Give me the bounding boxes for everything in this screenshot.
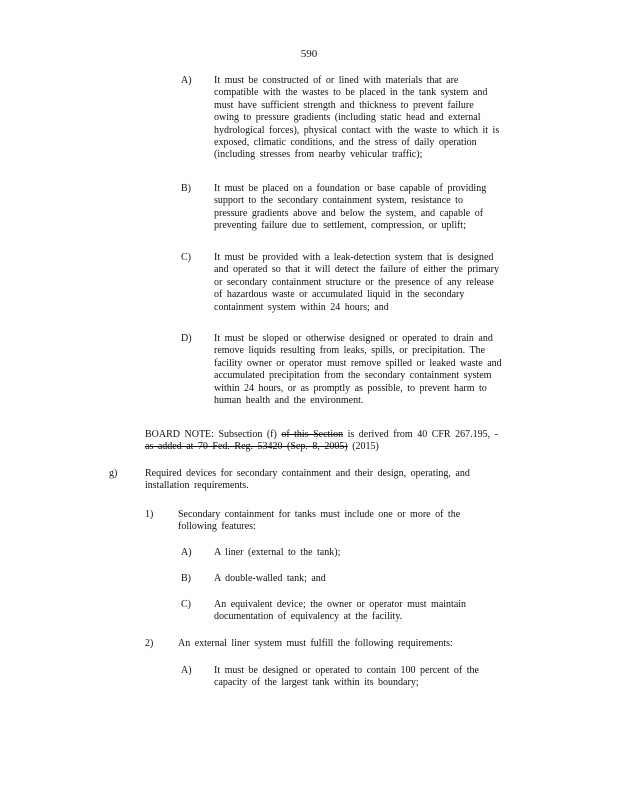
board-note-prefix: BOARD NOTE: Subsection (f) [145, 429, 277, 440]
text-line: of hazardous waste or accumulated liquid in the secondary [214, 289, 465, 301]
text-line: Required devices for secondary containment and their design, operating, and [145, 468, 470, 479]
text-line: owing to pressure gradients (including static head and external [214, 112, 481, 124]
struck-text: of this Section [281, 429, 344, 440]
paragraph-f-d [214, 333, 502, 407]
text-line: Secondary containment for tanks must include one or more of the [178, 509, 461, 520]
board-note-middle: is derived from 40 CFR 267.195, - [343, 429, 498, 440]
text-line: installation requirements. [145, 480, 249, 492]
text-line: support to the secondary containment system, resistance to [214, 195, 463, 207]
board-note-line-1 [145, 429, 498, 441]
paragraph-f-a [214, 75, 499, 162]
item-label: A) [181, 547, 192, 558]
item-label: B) [181, 573, 191, 584]
text-line: A liner (external to the tank); [214, 547, 341, 558]
text-line: compatible with the wastes to be placed in the tank system and [214, 87, 488, 99]
item-label: A) [181, 665, 192, 676]
text-line: It must be designed or operated to contain 100 percent of the [214, 665, 479, 676]
text-line: It must be constructed of or lined with materials that are [214, 75, 459, 86]
section-label: g) [109, 468, 118, 479]
text-line: It must be placed on a foundation or base capable of providing [214, 183, 487, 194]
item-label: C) [181, 599, 191, 610]
text-line: within 24 hours, or as promptly as possible, to prevent harm to [214, 382, 487, 394]
paragraph-g1-b [214, 573, 326, 585]
text-line: hydrological forces), physical contact with the waste to which it is [214, 124, 500, 136]
paragraph-g2-a [214, 665, 479, 690]
text-line: A double-walled tank; and [214, 573, 326, 584]
subsection-label: 1) [145, 509, 154, 520]
subsection-g2-text [178, 638, 453, 650]
board-note-suffix: (2015) [347, 441, 379, 453]
item-label: C) [181, 252, 191, 263]
text-line: preventing failure due to settlement, compression, or uplift; [214, 220, 466, 232]
text-line: documentation of equivalency at the facility. [214, 611, 403, 623]
section-g-text [145, 468, 470, 493]
struck-text: as added at 70 Fed. Reg. 53420 (Sep. 8, 2005) [145, 441, 348, 453]
text-line: facility owner or operator must remove spilled or leaked waste and [214, 357, 502, 369]
board-note [145, 429, 498, 454]
text-line: capacity of the largest tank within its boundary; [214, 677, 419, 689]
text-line: remove liquids resulting from leaks, spills, or precipitation. The [214, 345, 486, 357]
text-line: accumulated precipitation from the secondary containment system [214, 370, 492, 382]
paragraph-g1-c [214, 599, 466, 624]
page-number: 590 [300, 48, 318, 60]
subsection-label: 2) [145, 638, 154, 649]
paragraph-f-b [214, 183, 486, 233]
board-note-line-2 [145, 441, 498, 453]
paragraph-g1-a [214, 547, 340, 559]
text-line: An equivalent device; the owner or operator must maintain [214, 599, 467, 610]
item-label: D) [181, 333, 192, 344]
paragraph-f-c [214, 252, 499, 314]
text-line: or secondary containment structure or the presence of any release [214, 276, 494, 288]
item-label: B) [181, 183, 191, 194]
item-label: A) [181, 75, 192, 86]
text-line: containment system within 24 hours; and [214, 301, 389, 313]
text-line: must have sufficient strength and thickness to prevent failure [214, 99, 474, 111]
text-line: pressure gradients above and below the system, and capable of [214, 207, 484, 219]
text-line: It must be provided with a leak-detection system that is designed [214, 252, 494, 263]
text-line: (including stresses from nearby vehicular traffic); [214, 149, 423, 161]
text-line: human health and the environment. [214, 395, 364, 407]
subsection-g1-text [178, 509, 460, 534]
text-line: following features: [178, 521, 256, 533]
text-line: exposed, climatic conditions, and the stress of daily operation [214, 137, 477, 149]
text-line: It must be sloped or otherwise designed or operated to drain and [214, 333, 493, 344]
text-line: and operated so that it will detect the failure of either the primary [214, 264, 500, 276]
text-line: An external liner system must fulfill the following requirements: [178, 638, 453, 649]
